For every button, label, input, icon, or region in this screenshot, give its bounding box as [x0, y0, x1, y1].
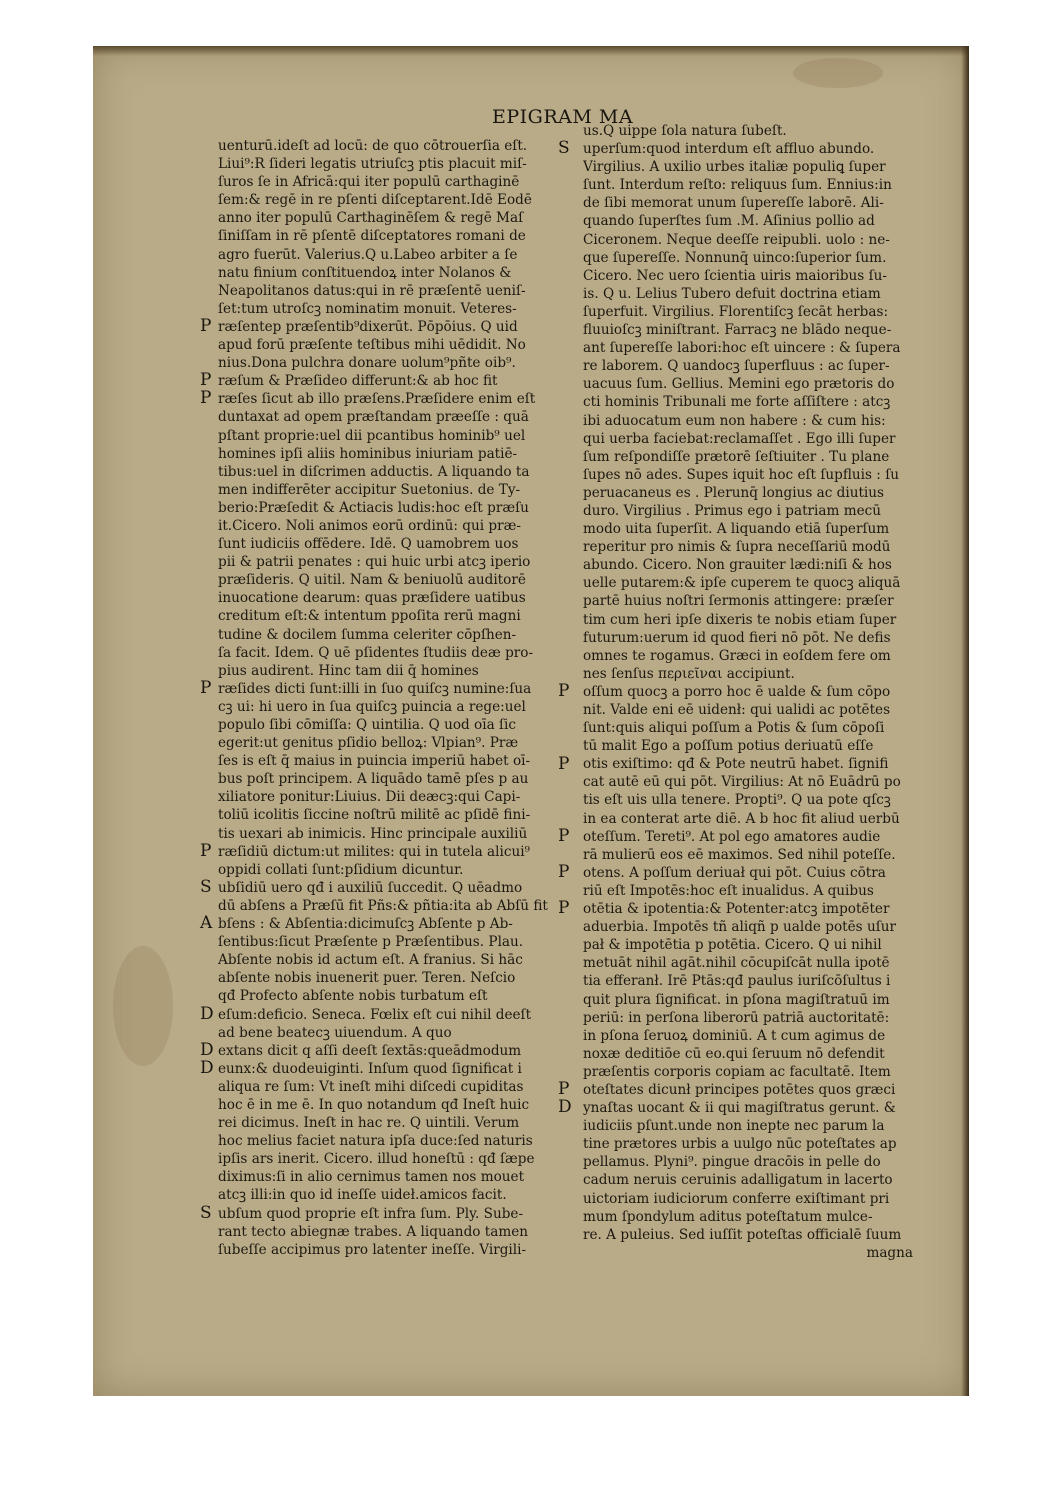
text-line: pii & patrii penates : qui huic urbi atcꝫ iperio	[218, 554, 531, 571]
initial-letter: D	[558, 1097, 572, 1118]
text-line: otētia & ipotentia:& Potenter:atcꝫ impotēter	[583, 901, 890, 918]
initial-letter: P	[200, 316, 212, 336]
text-line: creditum eſt:& intentum ppoſita rerū magni	[218, 608, 521, 625]
text-line: metuāt nihil agāt.nihil cōcupiſcāt nulla ipotē	[583, 955, 890, 972]
running-header: EPIGRAM MA	[492, 106, 634, 128]
text-line: ſum reſpondiſſe prætorē ſeſtiuiter . Tu plane	[583, 448, 890, 465]
text-line: cti hominis Tribunali me forte aſſiſtere : atcꝫ	[583, 394, 891, 411]
text-line: nes ſenſus περιεῖναι accipiunt.	[583, 665, 795, 682]
text-line: fluuioſcꝫ miniſtrant. Farracꝫ ne blādo neque-	[583, 322, 892, 339]
text-line: peruacaneus es . Plerunq̄ longius ac diutius	[583, 484, 885, 501]
text-line: præſentis corporis copiam ac facultatē. Item	[583, 1063, 891, 1080]
text-line: tis eſt uis ulla tenere. Propti⁹. Q ua pote qſcꝫ	[583, 792, 891, 809]
paper-stain	[793, 58, 883, 88]
text-line: uelle putarem:& ipſe cuperem te quocꝫ aliquā	[583, 575, 901, 592]
text-line: natu finium conſtituendoꝝ inter Nolanos &	[218, 264, 512, 281]
text-line: ibi aduocatum eum non habere : & cum his:	[583, 412, 886, 429]
text-line: nius.Dona pulchra donare uolum⁹pñte oib⁹.	[218, 355, 516, 372]
text-line: extans dicit q aſſi deeſt ſextās:queādmodum	[218, 1042, 522, 1059]
text-line: tis uexari ab inimicis. Hinc principale auxiliū	[218, 825, 528, 842]
text-line: ſuros ſe in Africā:qui iter populū carthaginē	[218, 174, 520, 191]
text-line: ſem:& regē in re pſenti diſceptarent.Idē Eodē	[218, 192, 532, 209]
text-line: ynaſtas uocant & ii qui magiſtratus gerunt. &	[583, 1100, 896, 1117]
initial-letter: P	[200, 678, 212, 698]
text-line: oſſum quocꝫ a porro hoc ē ualde & ſum cōpo	[583, 683, 891, 700]
text-line: periū: in perſona liberorū patriā auctoritatē:	[583, 1009, 890, 1026]
text-line: in pſona ſeruoꝝ dominiū. A t cum agimus de	[583, 1027, 886, 1044]
text-line: in ea conterat arte diē. A b hoc fit aliud uerbū	[583, 810, 900, 827]
text-line: duro. Virgilius . Primus ego i patriam mecū	[583, 502, 881, 519]
text-line: ſunt:quis aliqui poſſum a Potis & ſum cōpoſi	[583, 720, 885, 737]
text-line: populo ſibi cōmiſſa: Q uintilia. Q uod oīa ſic	[218, 717, 517, 733]
text-line: ſiniſſam in rē pſentē diſceptatores romani de	[218, 228, 526, 245]
text-line: duntaxat ad opem præſtandam præeſſe : quā	[218, 409, 529, 426]
text-line: anno iter populū Carthaginēſem & regē Maſ	[218, 210, 524, 227]
text-line: oteſſum. Tereti⁹. At pol ego amatores audie	[583, 828, 881, 845]
text-line: iudiciis pſunt.unde non inepte nec parum la	[583, 1118, 885, 1135]
initial-letter: P	[200, 370, 212, 391]
text-line: abundo. Cicero. Non grauiter lædi:niſi & hos	[583, 557, 892, 574]
text-line: ſet:tum utroſcꝫ nominatim monuit. Veteres-	[218, 300, 517, 317]
text-line: que ſupereſſe. Nonnunq̄ uinco:ſuperior ſum.	[583, 249, 887, 266]
text-line: ſupes nō ades. Supes iquit hoc eſt ſupfluis : ſu	[583, 466, 899, 483]
text-line: ipſis ars inerit. Cicero. illud honeſtū : qđ ſæpe	[218, 1151, 535, 1168]
text-line: oteſtates dicunł principes potētes quos græci	[583, 1081, 896, 1098]
text-line: men indifferēter accipitur Suetonius. de Ty-	[218, 481, 521, 498]
paper-stain	[113, 946, 173, 1066]
text-line: quit plura ſignificat. in pſona magiſtratuū im	[583, 991, 890, 1008]
text-line: uperſum:quod interdum eſt affluo abundo.	[583, 141, 875, 158]
text-line: agro fuerūt. Valerius.Q u.Labeo arbiter a ſe	[218, 246, 518, 263]
text-line: Cicero. Nec uero ſcientia uiris maioribus ſu-	[583, 267, 887, 284]
text-line: ubſidiū uero qđ i auxiliū ſuccedit. Q uēadmo	[218, 879, 523, 896]
text-line: riū eſt Impotēs:hoc eſt inualidus. A quibus	[583, 882, 874, 899]
text-line: ræſum & Præſideo differunt:& ab hoc fit	[218, 373, 498, 390]
text-line: cadum neruis ceruinis adalligatum in lacerto	[583, 1172, 893, 1189]
text-line: tibus:uel in diſcrimen adductis. A liquando ta	[218, 463, 530, 480]
text-line: berio:Præſedit & Actiacis ludis:hoc eſt præſu	[218, 499, 529, 516]
initial-letter: P	[558, 681, 570, 702]
text-line: nit. Valde eni eē uidenł: qui ualidi ac potētes	[583, 702, 891, 718]
text-line: aliqua re ſum: Vt ineſt mihi diſcedi cupiditas	[218, 1078, 524, 1095]
text-line: Abſente nobis id actum eſt. A franius. Si hāc	[218, 952, 523, 969]
text-line: ubſum quod proprie eſt infra ſum. Ply. Sube-	[218, 1205, 524, 1222]
text-line: Neapolitanos datus:qui in rē præſentē ueniſ-	[218, 282, 526, 299]
text-line: bus poſt principem. A liquādo tamē pſes p au	[218, 771, 529, 788]
text-line: rant tecto abiegnæ trabes. A liquando tamen	[218, 1223, 529, 1240]
text-line: Ciceronem. Neque deeſſe reipubli. uolo : ne-	[583, 231, 890, 248]
text-line: it.Cicero. Noli animos eorū ordinū: qui præ-	[218, 517, 521, 534]
text-line: eunx:& duodeuiginti. Inſum quod ſignificat i	[218, 1060, 522, 1077]
initial-letter: P	[558, 825, 570, 846]
text-line: hoc ē in me ē. In quo notandum qđ Ineſt huic	[218, 1096, 530, 1113]
text-line: qđ Profecto abſente nobis turbatum eſt	[218, 988, 488, 1005]
text-line: tim cum heri ipſe dixeris te nobis etiam ſuper	[583, 611, 897, 628]
text-line: apud forū præſente teſtibus mihi uēdidit. No	[218, 337, 526, 354]
text-line: uacuus ſum. Gellius. Memini ego prætoris do	[583, 376, 895, 393]
text-line: bſens : & Abſentia:dicimuſcꝫ Abſente p Ab-	[218, 916, 513, 933]
text-line: ſentibus:ſicut Præſente p Præſentibus. Plau.	[218, 934, 524, 951]
text-line: tia efferanł. Irē Ptās:qđ paulus iuriſcōſultus i	[583, 973, 891, 990]
text-line: ſubeſſe accipimus pro latenter ineſſe. Virgili-	[218, 1241, 527, 1258]
initial-letter: D	[200, 1003, 214, 1024]
text-line: tū malit Ego a poſſum potius deriuatū eſſe	[583, 738, 874, 755]
text-line: pał & impotētia p potētia. Cicero. Q ui nihil	[583, 937, 882, 954]
text-line: ad bene beatecꝫ uiuendum. A quo	[218, 1024, 452, 1041]
text-line: aduerbia. Impotēs tñ aliqñ p ualde potēs uſur	[583, 919, 896, 936]
text-line: us.Q uippe ſola natura ſubeſt.	[583, 123, 787, 139]
text-line: ræſidiū dictum:ut milites: qui in tutela alicui⁹	[218, 843, 530, 860]
text-line: omnes te rogamus. Græci in eoſdem fere om	[583, 647, 891, 664]
text-line: Virgilius. A uxilio urbes italiæ populiꝗ ſuper	[583, 159, 886, 176]
initial-letter: P	[558, 1079, 570, 1100]
text-line: atcꝫ illi:in quo id ineſſe uideł.amicos facit.	[218, 1187, 507, 1204]
text-line: pſtant proprie:uel dii pcantibus hominib⁹ uel	[218, 427, 526, 444]
text-line: homines ipſi aliis hominibus iniuriam patiē-	[218, 445, 518, 462]
initial-letter: P	[558, 862, 570, 883]
text-line: oppidi collati ſunt:pſidium dicuntur.	[218, 861, 464, 878]
text-line: ſunt iudiciis offēdere. Idē. Q uamobrem uos	[218, 536, 519, 553]
text-line: Liui⁹:R ſideri legatis utriuſcꝫ ptis placuit miſ-	[218, 156, 527, 173]
initial-letter: P	[200, 388, 212, 409]
initial-letter: P	[558, 898, 570, 919]
text-line: ant ſupereſſe labori:hoc eſt uincere : & ſupera	[583, 340, 901, 357]
text-line: tine prætores urbis a uulgo nūc poteſtates ap	[583, 1136, 897, 1153]
text-line: ſes is eſt q̄ maius in puincia imperiū habet oī-	[218, 753, 531, 770]
text-line: toliū icolitis ſiccine noſtrū militē ac pſidē fini-	[218, 807, 531, 824]
text-line: ræſes ſicut ab illo præſens.Præſidere enim eſt	[218, 391, 536, 408]
text-line: de ſibi memorat unum ſupereſſe laborē. Ali-	[583, 195, 884, 212]
text-line: hoc melius faciet natura ipſa duce:ſed naturis	[218, 1133, 533, 1150]
text-line: egerit:ut genitus pſidio belloꝝ: Vlpian⁹. Præ	[218, 735, 519, 752]
text-line: partē huius noſtri ſermonis attingere: præſer	[583, 593, 894, 610]
text-line: noxæ deditiōe cū eo.qui ſeruum nō defendit	[583, 1045, 885, 1062]
text-line: reperitur pro nimis & ſupra neceſſariū modū	[583, 539, 891, 556]
text-line: ſa facit. Idem. Q uē pſidentes ſtudiis deæ pro-	[218, 644, 534, 661]
text-line: inuocatione dearum: quas præſidere uatibus	[218, 590, 526, 607]
text-line: dū abſens a Præſū fit Pñs:& pñtia:ita ab Abſū fit	[218, 897, 548, 914]
text-line: rā mulierū eos eē maximos. Sed nihil poteſſe.	[583, 846, 896, 863]
text-line: futurum:uerum id quod fieri nō pōt. Ne defis	[583, 629, 891, 646]
text-line: præſideris. Q uitil. Nam & beniuolū auditorē	[218, 572, 526, 589]
text-line: ræſides dicti ſunt:illi in ſuo quiſcꝫ numine:ſua	[218, 680, 532, 697]
text-line: diximus:ſi in alio cernimus tamen nos mouet	[218, 1169, 525, 1186]
initial-letter: S	[558, 138, 570, 159]
text-line: abſente nobis inuenerit puer. Teren. Neſcio	[218, 970, 516, 987]
text-line: eſum:deficio. Seneca. Fœlix eſt cui nihil deeſt	[218, 1006, 532, 1023]
text-line: ræſentep præſentib⁹dixerūt. Pōpōius. Q uid	[218, 318, 518, 335]
text-line: magna	[866, 1244, 913, 1261]
text-line: cꝫ ui: hi uero in ſua quiſcꝫ puincia a rege:uel	[218, 698, 526, 715]
initial-letter: P	[558, 753, 570, 774]
left-text-column	[218, 137, 553, 1259]
initial-letter: D	[200, 1040, 214, 1060]
text-line: is. Q u. Lelius Tubero defuit doctrina etiam	[583, 285, 881, 302]
text-line: rei dicimus. Ineſt in hac re. Q uintili. Verum	[218, 1115, 520, 1132]
text-line: tudine & docilem ſumma celeriter cōpſhen-	[218, 626, 517, 643]
text-line: mum ſpondylum aditus poteſtatum mulce-	[583, 1208, 873, 1225]
text-line: modo uita ſuperſit. A liquando etiā ſuperſum	[583, 521, 890, 538]
text-line: quando ſuperſtes ſum .M. Aſinius pollio ad	[583, 213, 875, 230]
text-line: re. A puleius. Sed iuſſit poteſtas officialē ſuum	[583, 1226, 902, 1243]
initial-letter: A	[200, 913, 213, 934]
initial-letter: P	[200, 840, 212, 861]
initial-letter: S	[200, 1202, 212, 1223]
text-line: cat autē eū qui pōt. Virgilius: At nō Euādrū po	[583, 774, 901, 791]
right-text-column	[583, 122, 913, 1262]
text-line: otis exiſtimo: qđ & Pote neutrū habet. ſignifi	[583, 756, 889, 773]
initial-letter: S	[200, 877, 212, 898]
text-line: re laborem. Q uandocꝫ ſuperfluus : ac ſuper-	[583, 358, 890, 375]
text-line: ſuperfuit. Virgilius. Florentiſcꝫ ſecāt herbas:	[583, 303, 889, 320]
text-line: uictoriam iudiciorum conferre exiſtimant pri	[583, 1190, 890, 1207]
text-line: qui uerba faciebat:reclamaſſet . Ego illi ſuper	[583, 430, 896, 447]
text-line: ſunt. Interdum reſto: reliquus ſum. Ennius:in	[583, 177, 892, 194]
text-line: pellamus. Plyni⁹. pingue dracōis in pelle do	[583, 1154, 881, 1171]
text-line: pius audirent. Hinc tam dii q̄ homines	[218, 662, 479, 679]
initial-letter: D	[200, 1058, 214, 1079]
text-line: otens. A poſſum deriuał qui pōt. Cuius cōtra	[583, 864, 886, 881]
text-line: uenturū.ideſt ad locū: de quo cōtrouerſia eſt.	[218, 138, 528, 154]
text-line: xiliatore ponitur:Liuius. Dii deæcꝫ:qui Capi-	[218, 789, 521, 806]
